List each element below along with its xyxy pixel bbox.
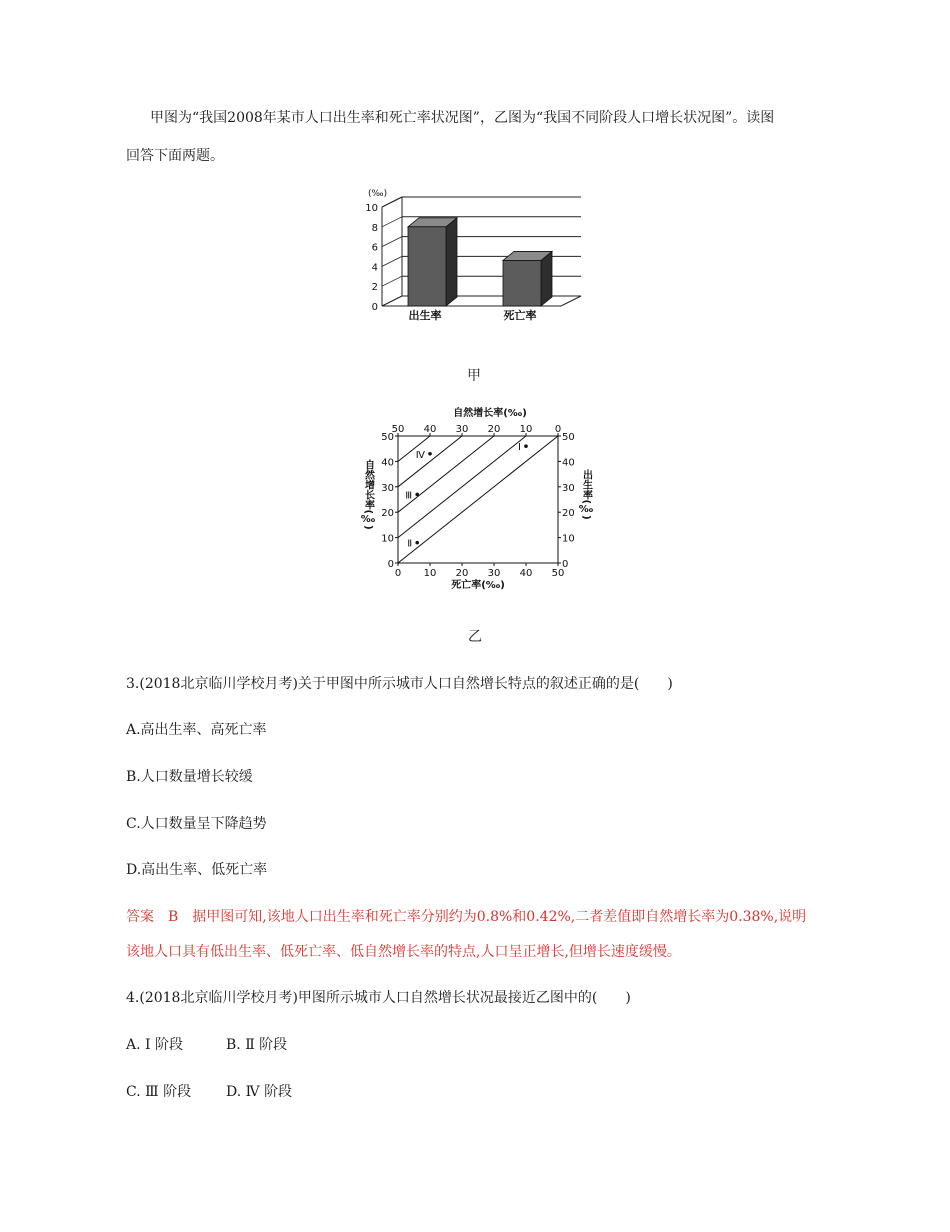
gridline-side xyxy=(382,217,402,227)
top-tick-label: 0 xyxy=(554,424,562,435)
x-tick-label: 0 xyxy=(394,568,402,579)
y-tick-label: 6 xyxy=(371,242,378,254)
growth-line xyxy=(398,436,494,512)
right-tick-label: 20 xyxy=(562,508,575,520)
x-tick-label: 50 xyxy=(551,568,565,579)
top-tick-label: 30 xyxy=(455,424,469,435)
x-tick-label: 40 xyxy=(519,568,533,579)
stage-point xyxy=(524,444,528,448)
question-3-option-b: B.人口数量增长较缓 xyxy=(126,769,253,785)
answer-3-line-2: 该地人口具有低出生率、低死亡率、低自然增长率的特点,人口呈正增长,但增长速度缓慢。 xyxy=(126,944,681,960)
question-3-option-c: C.人口数量呈下降趋势 xyxy=(126,816,267,832)
y-tick-label: 10 xyxy=(381,533,394,545)
growth-line xyxy=(398,436,430,461)
right-tick-label: 50 xyxy=(562,432,575,443)
question-4-options-row-1 xyxy=(126,1035,288,1055)
y-tick-label: 8 xyxy=(371,222,378,234)
bar xyxy=(408,227,446,306)
top-tick-label: 20 xyxy=(487,424,501,435)
stage-point xyxy=(428,452,432,456)
x-tick-label: 10 xyxy=(423,568,437,579)
question-4-options-row-2 xyxy=(126,1082,293,1102)
top-tick-label: 40 xyxy=(423,424,437,435)
figure-caption-yi: 乙 xyxy=(468,629,482,645)
answer-3-line-1: 答案 B 据甲图可知,该地人口出生率和死亡率分别约为0.8%和0.42%,二者差值即自然增长率为0.38%,说明 xyxy=(126,909,807,925)
stage-label: Ⅳ xyxy=(415,449,425,461)
top-tick-label: 10 xyxy=(519,424,533,435)
stage-label: Ⅰ xyxy=(518,442,521,454)
question-3-option-a: A.高出生率、高死亡率 xyxy=(126,722,267,738)
right-tick-label: 40 xyxy=(562,457,575,469)
gridline-side xyxy=(382,256,402,266)
stage-label: Ⅲ xyxy=(405,490,413,502)
stage-point xyxy=(415,541,419,545)
growth-stage-chart-yi xyxy=(350,402,600,594)
top-axis-label: 自然增长率(‰) xyxy=(453,408,527,419)
growth-line xyxy=(398,436,462,487)
y-tick-label: 10 xyxy=(365,203,378,214)
intro-line-1: 甲图为“我国2008年某市人口出生率和死亡率状况图”，乙图为“我国不同阶段人口增长状况图”。读图 xyxy=(150,110,775,126)
x-tick-label: 20 xyxy=(455,568,469,579)
right-axis-label: 出生率(‰) xyxy=(580,469,592,520)
question-4-option-d: D. Ⅳ 阶段 xyxy=(226,1084,293,1100)
right-tick-label: 10 xyxy=(562,533,575,545)
gridline-side xyxy=(382,237,402,247)
y-tick-label: 0 xyxy=(371,302,378,313)
stage-point xyxy=(415,493,419,497)
left-axis-label: 自然增长率(‰) xyxy=(362,459,374,530)
y-tick-label: 50 xyxy=(381,432,394,443)
y-tick-label: 0 xyxy=(387,559,394,570)
intro-line-2: 回答下面两题。 xyxy=(126,148,224,164)
top-tick-label: 50 xyxy=(391,424,405,435)
x-tick-label: 30 xyxy=(487,568,501,579)
y-tick-label: 20 xyxy=(381,508,394,520)
x-axis-label: 死亡率(‰) xyxy=(451,580,505,591)
question-4-option-c: C. Ⅲ 阶段 xyxy=(126,1084,192,1100)
y-tick-label: 2 xyxy=(371,282,378,294)
question-4-stem: 4.(2018北京临川学校月考)甲图所示城市人口自然增长状况最接近乙图中的( ) xyxy=(126,990,631,1006)
stage-label: Ⅱ xyxy=(407,538,413,550)
bar xyxy=(503,260,541,306)
right-tick-label: 0 xyxy=(562,559,569,570)
question-4-option-a: A. Ⅰ 阶段 xyxy=(126,1037,183,1053)
question-3-stem: 3.(2018北京临川学校月考)关于甲图中所示城市人口自然增长特点的叙述正确的是( ) xyxy=(126,676,673,692)
figure-caption-jia: 甲 xyxy=(467,368,481,384)
y-tick-label: 30 xyxy=(381,482,394,494)
bar-chart-jia xyxy=(364,182,604,327)
question-3-option-d: D.高出生率、低死亡率 xyxy=(126,862,268,878)
y-unit-label: (‰) xyxy=(368,189,388,199)
question-4-option-b: B. Ⅱ 阶段 xyxy=(226,1037,288,1053)
category-label: 出生率 xyxy=(408,309,442,322)
y-tick-label: 4 xyxy=(371,262,378,274)
bar-side xyxy=(541,251,552,306)
category-label: 死亡率 xyxy=(503,309,537,322)
y-tick-label: 40 xyxy=(381,457,394,469)
gridline-side xyxy=(382,276,402,286)
bar-side xyxy=(446,218,457,306)
right-tick-label: 30 xyxy=(562,482,575,494)
